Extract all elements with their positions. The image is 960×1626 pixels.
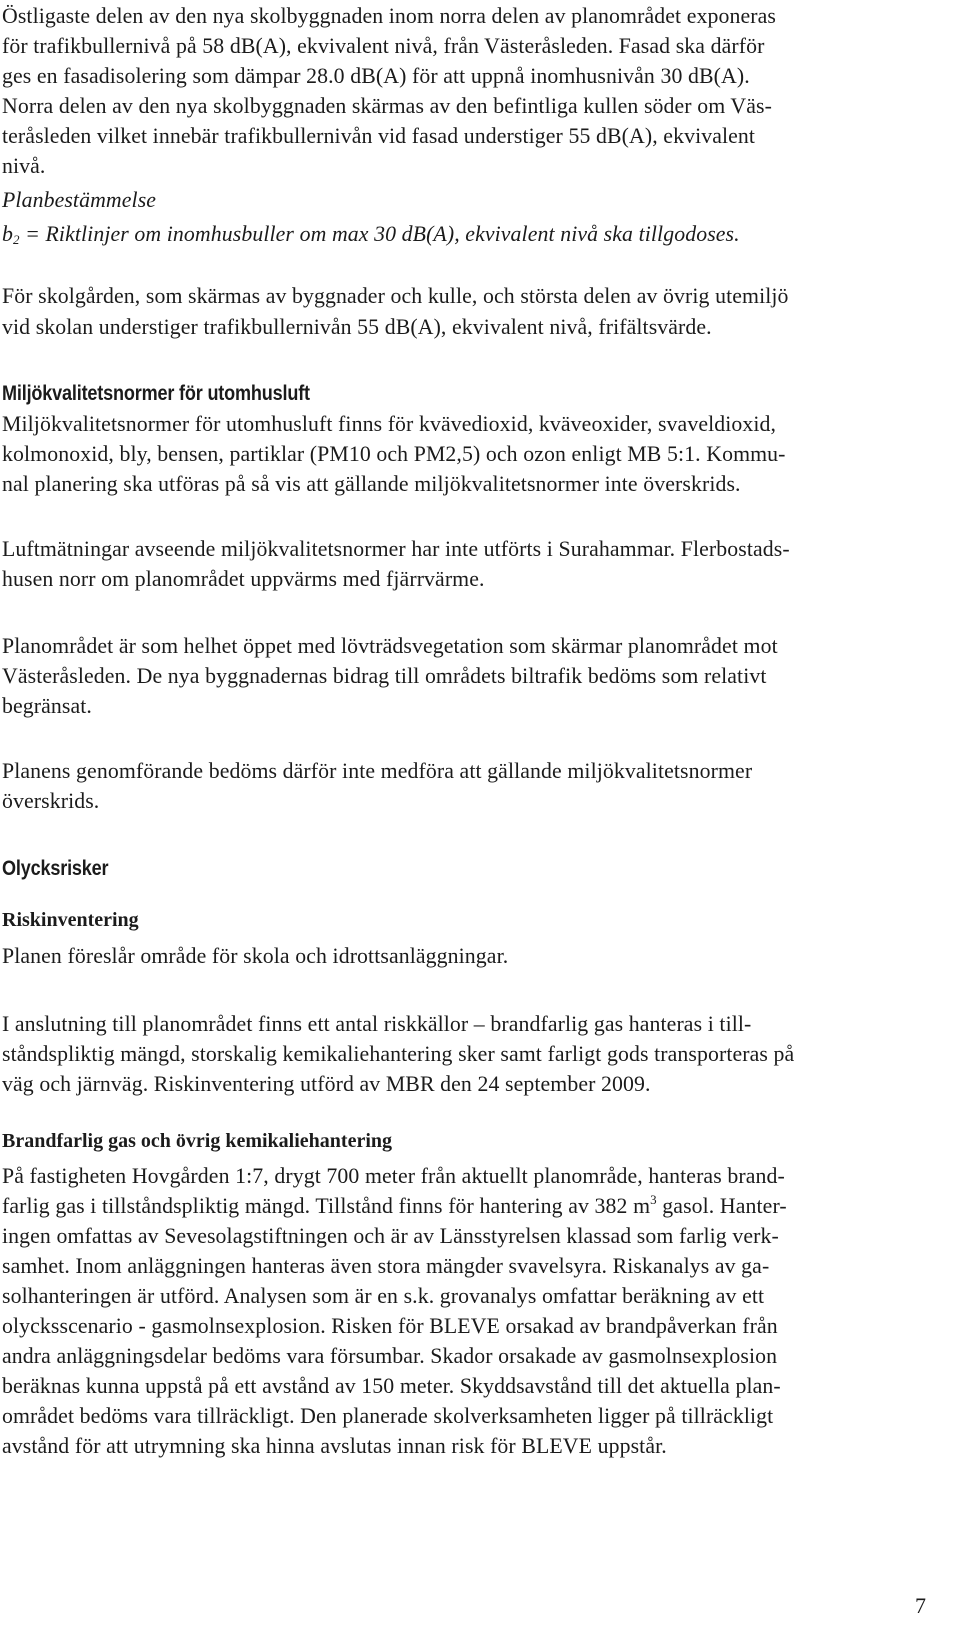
paragraph-line: ingen omfattas av Sevesolagstiftningen och är av Länsstyrelsen klassad som farlig verk- [2,1224,779,1248]
paragraph-line: kolmonoxid, bly, bensen, partiklar (PM10 och PM2,5) och ozon enligt MB 5:1. Kommu- [2,442,786,466]
section-heading-olycksrisker: Olycksrisker [2,857,109,880]
section-heading-miljokvalitetsnormer: Miljökvalitetsnormer för utomhusluft [2,382,310,405]
planbestammelse-body: = Riktlinjer om inomhusbuller om max 30 dB(A), ekvivalent nivå ska tillgodoses. [19,222,740,246]
paragraph-line: andra anläggningsdelar bedöms vara försumbar. Skador orsakade av gasmolnsexplosion [2,1344,778,1368]
cubic-superscript: 3 [650,1192,657,1207]
paragraph-line: I anslutning till planområdet finns ett antal riskkällor – brandfarlig gas hanteras i till- [2,1012,752,1036]
paragraph-line: överskrids. [2,789,100,813]
paragraph-line: ståndspliktig mängd, storskalig kemikaliehantering sker samt farligt gods transporteras på [2,1042,795,1066]
paragraph-line: husen norr om planområdet uppvärms med fjärrvärme. [2,567,485,591]
paragraph-line: olycksscenario - gasmolnsexplosion. Risken för BLEVE orsakad av brandpåverkan från [2,1314,778,1338]
paragraph-line: ges en fasadisolering som dämpar 28.0 dB(A) för att uppnå inomhusnivån 30 dB(A). [2,64,750,88]
paragraph-line: samhet. Inom anläggningen hanteras även stora mängder svavelsyra. Riskanalys av ga- [2,1254,770,1278]
paragraph-line: nivå. [2,154,46,178]
paragraph-line: Planområdet är som helhet öppet med lövträdsvegetation som skärmar planområdet mot [2,634,778,658]
paragraph-line: väg och järnväg. Riskinventering utförd av MBR den 24 september 2009. [2,1072,651,1096]
paragraph-line: Planen föreslår område för skola och idrottsanläggningar. [2,944,509,968]
subheading-brandfarlig-gas: Brandfarlig gas och övrig kemikaliehantering [2,1130,392,1152]
paragraph-line: teråsleden vilket innebär trafikbullernivån vid fasad understiger 55 dB(A), ekvivalent [2,124,756,148]
paragraph-line: Luftmätningar avseende miljökvalitetsnormer har inte utförts i Surahammar. Flerbostads- [2,537,790,561]
planbestammelse-b: b [2,222,13,246]
paragraph-fragment: farlig gas i tillståndspliktig mängd. Tillstånd finns för hantering av 382 m [2,1194,651,1218]
paragraph-line: Västeråsleden. De nya byggnadernas bidrag till områdets biltrafik bedöms som relativt [2,664,767,688]
subheading-riskinventering: Riskinventering [2,909,139,931]
paragraph-line: Planens genomförande bedöms därför inte medföra att gällande miljökvalitetsnormer [2,759,753,783]
paragraph-line: Norra delen av den nya skolbyggnaden skärmas av den befintliga kullen söder om Väs- [2,94,772,118]
paragraph-line: för trafikbullernivå på 58 dB(A), ekvivalent nivå, från Västeråsleden. Fasad ska därför [2,34,765,58]
paragraph-line: Miljökvalitetsnormer för utomhusluft finns för kvävedioxid, kväveoxider, svaveldioxid, [2,412,777,436]
paragraph-line: området bedöms vara tillräckligt. Den planerade skolverksamheten ligger på tillräckligt [2,1404,774,1428]
paragraph-line: beräknas kunna uppstå på ett avstånd av 150 meter. Skyddsavstånd till det aktuella plan- [2,1374,781,1398]
paragraph-line: solhanteringen är utförd. Analysen som är en s.k. grovanalys omfattar beräkning av ett [2,1284,765,1308]
page-number: 7 [915,1593,926,1618]
paragraph-line: avstånd för att utrymning ska hinna avslutas innan risk för BLEVE uppstår. [2,1434,667,1458]
planbestammelse-sub: 2 [13,232,20,247]
paragraph-line: På fastigheten Hovgården 1:7, drygt 700 meter från aktuellt planområde, hanteras brand- [2,1164,785,1188]
paragraph-line [2,1192,787,1221]
paragraph-line: Östligaste delen av den nya skolbyggnaden inom norra delen av planområdet exponeras [2,4,776,28]
planbestammelse-label: Planbestämmelse [2,188,157,212]
paragraph-line: nal planering ska utföras på så vis att gällande miljökvalitetsnormer inte överskrids. [2,472,741,496]
paragraph-line: begränsat. [2,694,92,718]
paragraph-fragment: gasol. Hanter- [656,1194,787,1218]
paragraph-line: vid skolan understiger trafikbullernivån 55 dB(A), ekvivalent nivå, frifältsvärde. [2,315,712,339]
paragraph-line: För skolgården, som skärmas av byggnader och kulle, och största delen av övrig utemiljö [2,284,789,308]
planbestammelse-text [2,220,740,249]
